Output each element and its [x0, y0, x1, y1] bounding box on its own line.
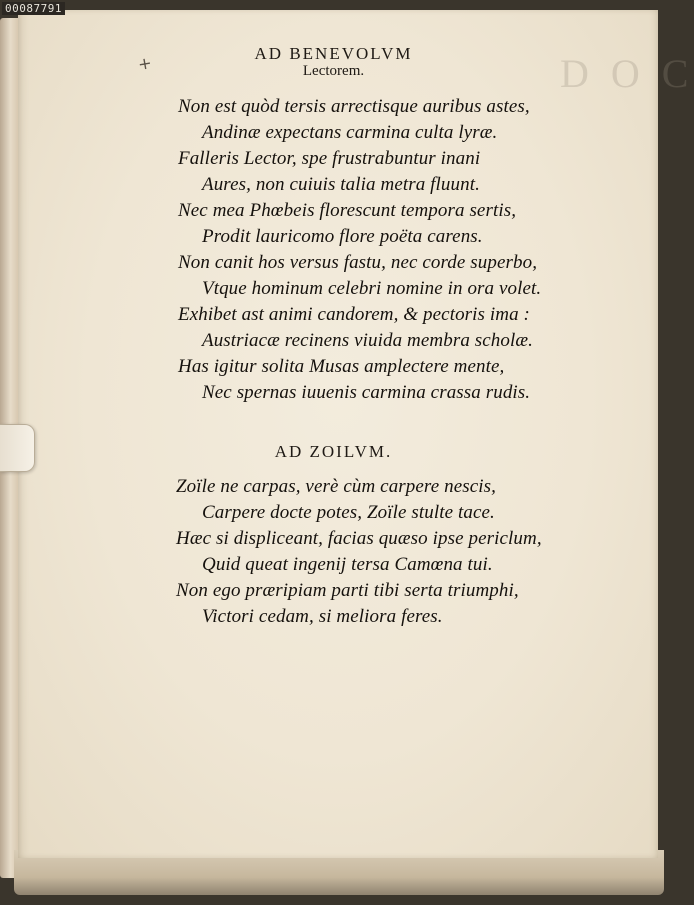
verse-line: Prodit lauricomo flore poëta carens.	[202, 226, 483, 247]
verse-line: Non est quòd tersis arrectisque auribus astes,	[178, 96, 530, 117]
verse-line: Non canit hos versus fastu, nec corde superbo,	[178, 252, 538, 273]
verse-line: Vtque hominum celebri nomine in ora volet.	[202, 278, 542, 299]
verse-line: Falleris Lector, spe frustrabuntur inani	[178, 148, 481, 169]
verse-line: Nec mea Phœbeis florescunt tempora sertis,	[178, 200, 517, 221]
scan-id-label: 00087791	[2, 2, 65, 15]
verse-line: Victori cedam, si meliora feres.	[202, 606, 443, 627]
verse-line: Andinæ expectans carmina culta lyræ.	[202, 122, 498, 143]
verse-line: Hæc si displiceant, facias quæso ipse periclum,	[176, 528, 542, 549]
verse-line: Aures, non cuiuis talia metra fluunt.	[202, 174, 480, 195]
show-through-text: D O C	[560, 51, 694, 96]
verse-line: Exhibet ast animi candorem, & pectoris ima :	[178, 304, 530, 325]
verse-line: Carpere docte potes, Zoïle stulte tace.	[202, 502, 495, 523]
ink-mark: ✕	[134, 55, 154, 75]
verse-line: Has igitur solita Musas amplectere mente,	[178, 356, 505, 377]
poem1-subtitle: Lectorem.	[302, 63, 365, 79]
verse-line: Non ego præripiam parti tibi serta triumphi,	[176, 580, 519, 601]
poem1-title: AD BENEVOLVM	[254, 44, 413, 63]
verse-line: Zoïle ne carpas, verè cùm carpere nescis,	[176, 476, 496, 497]
verse-line: Quid queat ingenij tersa Camœna tui.	[202, 554, 493, 575]
verse-line: Nec spernas iuuenis carmina crassa rudis.	[202, 382, 531, 403]
verse-line: Austriacæ recinens viuida membra scholæ.	[202, 330, 534, 351]
poem2-title: AD ZOILVM.	[274, 442, 393, 461]
